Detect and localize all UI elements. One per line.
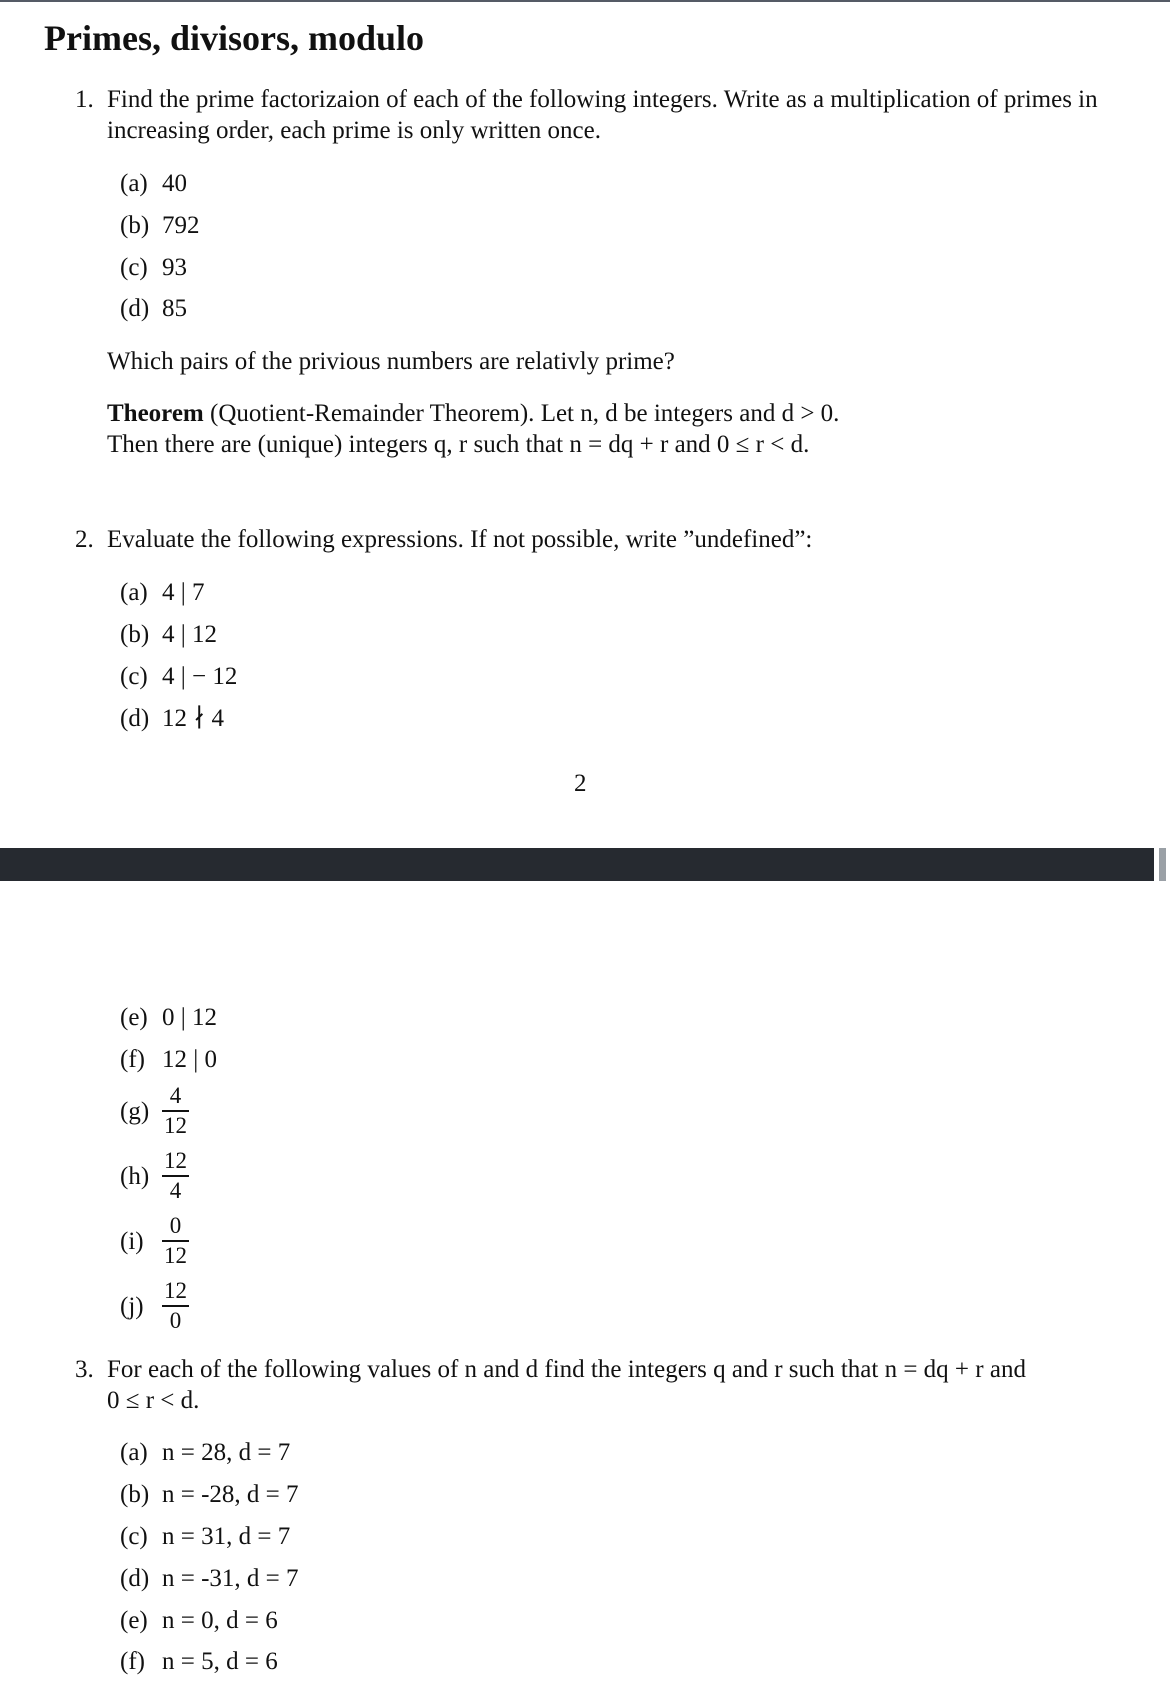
item-label: (b): [120, 621, 150, 648]
question-2-item-f: [120, 1044, 217, 1075]
page-title: Primes, divisors, modulo: [44, 18, 425, 58]
question-3-item-c: [120, 1521, 290, 1552]
item-value: n = 28, d = 7: [162, 1439, 291, 1466]
question-1-item-c: [120, 252, 187, 283]
scrollbar[interactable]: [1154, 848, 1170, 881]
fraction-bar: [162, 1305, 189, 1307]
denominator: 4: [169, 1177, 182, 1203]
item-label: (e): [120, 1607, 148, 1634]
numerator: 12: [164, 1278, 187, 1303]
theorem-heading: Theorem: [107, 400, 204, 427]
item-label: (a): [120, 170, 148, 197]
theorem-line-2: Then there are (unique) integers q, r such that n = dq + r and 0 ≤ r < d.: [107, 431, 810, 459]
item-label: (a): [120, 579, 148, 606]
denominator: 12: [164, 1242, 187, 1268]
item-label: (c): [120, 1523, 148, 1550]
item-value: n = 0, d = 6: [162, 1607, 278, 1634]
question-2-item-d: [120, 703, 224, 734]
question-3-text: [107, 1354, 1127, 1417]
item-value: 93: [162, 254, 187, 281]
item-label: (b): [120, 212, 150, 239]
item-value: 4 | − 12: [162, 663, 238, 690]
scrollbar-thumb[interactable]: [1159, 848, 1166, 881]
question-3-line-1: For each of the following values of n and d find the integers q and r such that n = dq + r and: [107, 1356, 1026, 1383]
fraction-bar: [162, 1110, 189, 1112]
question-1-item-b: [120, 210, 200, 241]
item-label: (c): [120, 663, 148, 690]
question-3-item-f: [120, 1646, 278, 1677]
question-1-item-a: [120, 168, 187, 199]
question-3-line-2: 0 ≤ r < d.: [107, 1387, 200, 1415]
item-label: (d): [120, 705, 150, 732]
question-3-item-a: [120, 1437, 290, 1468]
page-divider: [0, 848, 1154, 881]
item-label: (f): [120, 1046, 145, 1073]
question-2-item-g: [120, 1083, 189, 1139]
question-2-number: 2.: [75, 526, 94, 553]
relatively-prime-question: Which pairs of the privious numbers are relativly prime?: [107, 348, 675, 375]
item-label: (g): [120, 1097, 150, 1125]
item-value: 4 | 7: [162, 579, 205, 606]
item-value: 85: [162, 295, 187, 322]
question-2-item-h: [120, 1148, 189, 1204]
item-label: (h): [120, 1162, 150, 1190]
fraction-bar: [162, 1175, 189, 1177]
question-1-item-d: [120, 293, 187, 324]
item-label: (j): [120, 1292, 144, 1320]
denominator: 0: [169, 1307, 182, 1333]
question-3-item-e: [120, 1605, 278, 1636]
question-2-item-j: [120, 1278, 189, 1334]
theorem-name: (Quotient-Remainder Theorem).: [210, 400, 535, 427]
item-label: (e): [120, 1004, 148, 1031]
item-label: (b): [120, 1481, 150, 1508]
item-value: 792: [162, 212, 200, 239]
theorem-statement-start: Let n, d be integers and d > 0.: [540, 400, 840, 427]
question-1-number: 1.: [75, 86, 94, 113]
theorem-block: [107, 398, 1117, 461]
theorem-line-1: [107, 398, 1117, 429]
item-label: (d): [120, 295, 150, 322]
item-label: (f): [120, 1648, 145, 1675]
question-2-item-b: [120, 619, 217, 650]
question-2-item-i: [120, 1213, 189, 1269]
fraction: [162, 1148, 189, 1204]
numerator: 0: [169, 1213, 182, 1238]
question-1-text: Find the prime factorizaion of each of the following integers. Write as a multiplication of primes in increasing order, each prime is only written once.: [107, 86, 1098, 145]
page-number: 2: [574, 770, 587, 797]
document-page-2: [0, 881, 1170, 1687]
item-value: 12 ∤ 4: [162, 705, 224, 732]
question-2-item-e: [120, 1002, 217, 1033]
numerator: 12: [164, 1148, 187, 1173]
item-value: n = 5, d = 6: [162, 1648, 278, 1675]
item-value: n = -31, d = 7: [162, 1565, 299, 1592]
question-2-item-a: [120, 577, 205, 608]
fraction: [162, 1278, 189, 1334]
denominator: 12: [164, 1112, 187, 1138]
question-3-item-d: [120, 1563, 299, 1594]
item-label: (c): [120, 254, 148, 281]
item-label: (a): [120, 1439, 148, 1466]
question-3-item-b: [120, 1479, 299, 1510]
item-value: 40: [162, 170, 187, 197]
item-value: n = -28, d = 7: [162, 1481, 299, 1508]
question-3-number: 3.: [75, 1356, 94, 1383]
item-label: (d): [120, 1565, 150, 1592]
item-label: (i): [120, 1227, 144, 1255]
fraction: [162, 1213, 189, 1269]
fraction: [162, 1083, 189, 1139]
item-value: 4 | 12: [162, 621, 218, 648]
fraction-bar: [162, 1240, 189, 1242]
item-value: 12 | 0: [162, 1046, 218, 1073]
question-2-item-c: [120, 661, 237, 692]
item-value: n = 31, d = 7: [162, 1523, 291, 1550]
numerator: 4: [169, 1083, 182, 1108]
item-value: 0 | 12: [162, 1004, 218, 1031]
question-2-text: Evaluate the following expressions. If not possible, write ”undefined”:: [107, 526, 813, 553]
